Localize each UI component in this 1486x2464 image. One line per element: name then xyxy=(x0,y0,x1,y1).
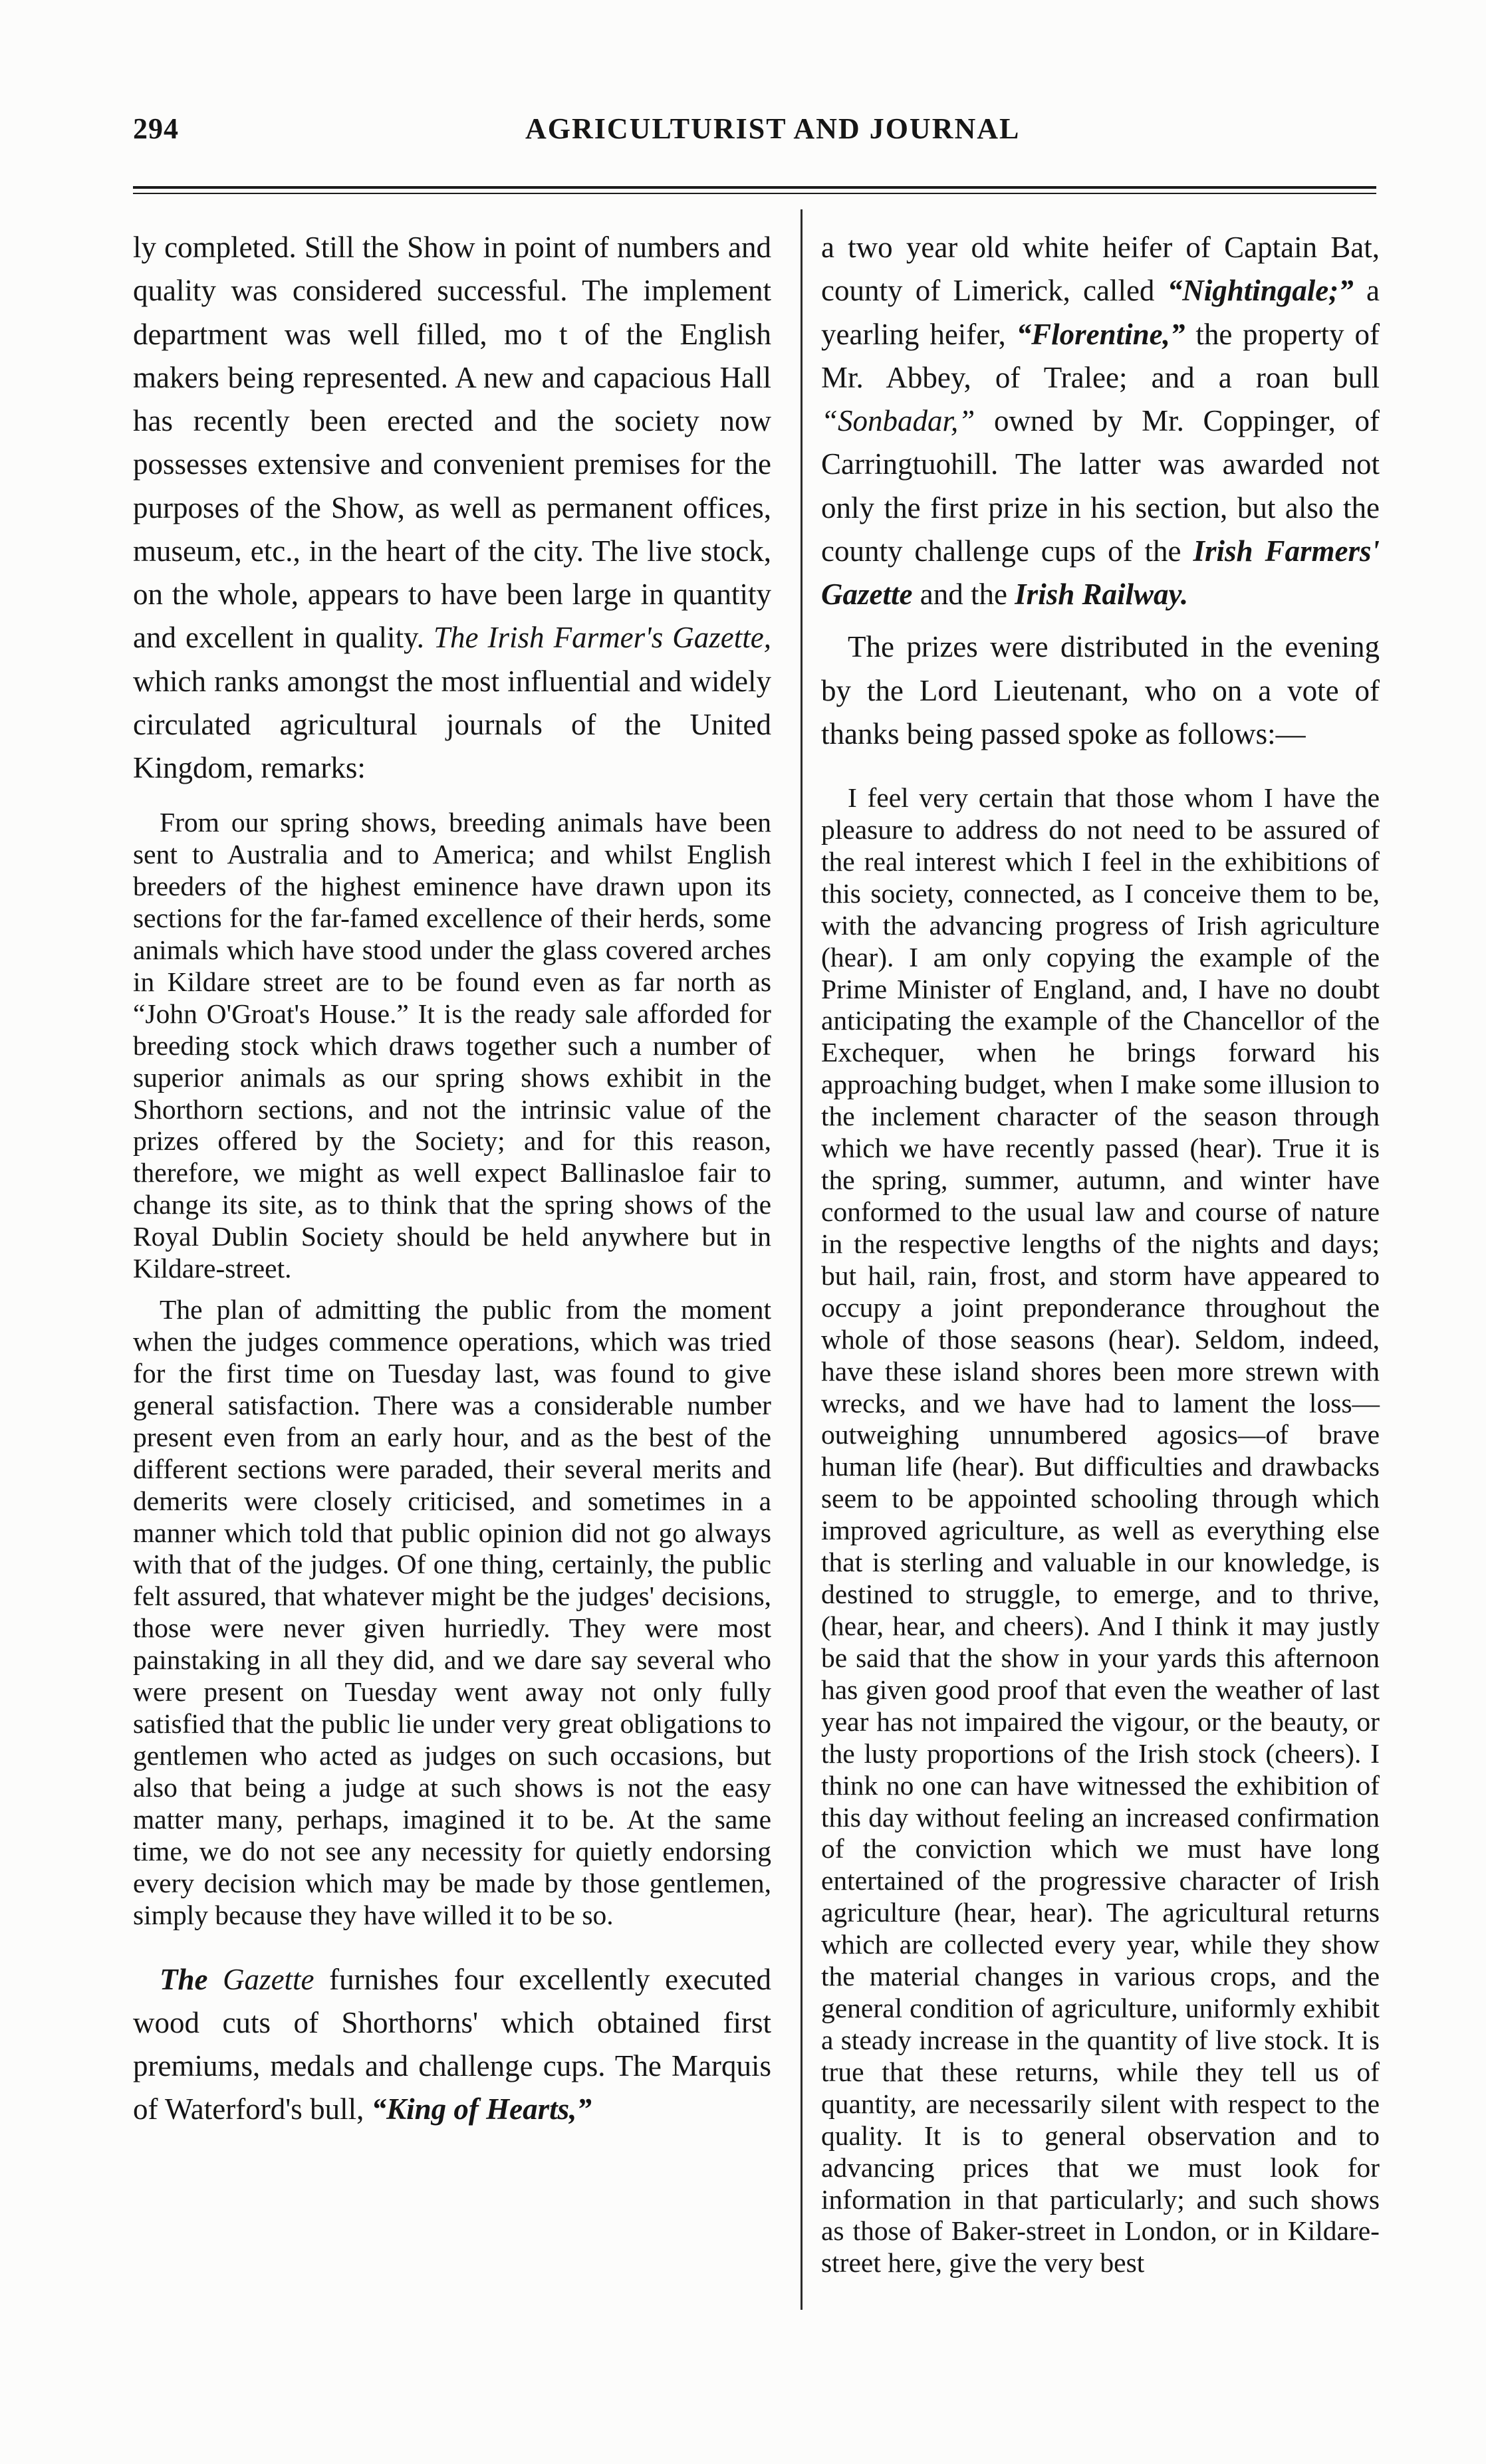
prize-text-4: owned by Mr. Coppinger, of Carringtuohill. The latter was awarded not only the first prize in his section, but also the county challenge cups of the xyxy=(821,404,1380,568)
prize-text-3: the property of Mr. Abbey, of Tralee; and a roan bull xyxy=(821,317,1380,394)
page-number: 294 xyxy=(133,112,179,145)
left-p1-text-end: which ranks amongst the most influential and widely circulated agricultural journals of the United Kingdom, remarks: xyxy=(133,664,771,784)
prize-text-1: a two year old white heifer of Captain Bat, county of Limerick, called xyxy=(821,231,1380,308)
header-rule-thin xyxy=(133,193,1376,194)
right-column xyxy=(821,226,1380,2279)
left-paragraph-1 xyxy=(133,226,771,790)
prize-text-5: and the xyxy=(920,578,1007,611)
quoted-paragraph-spring-shows: From our spring shows, breeding animals have been sent to Australia and to America; and whilst English breeders of the highest eminence have drawn upon its sections for the far-famed excellence of their herds, some animals which have stood under the glass covered arches in Kildare street are to be found even as far north as “John O'Groat's House.” It is the ready sale afforded for breeding stock which draws together such a number of superior animals as our spring shows exhibit in the Shorthorn sections, and not the intrinsic value of the prizes offered by the Society; and for this reason, therefore, we might as well expect Ballinasloe fair to change its site, as to think that the spring shows of the Royal Dublin Society should be held anywhere but in Kildare-street. xyxy=(133,807,771,1284)
right-paragraph-distribution: The prizes were distributed in the evening by the Lord Lieutenant, who on a vote of thanks being passed spoke as follows:— xyxy=(821,630,1380,750)
gazette-article: The xyxy=(160,1962,208,1996)
left-column xyxy=(133,226,771,2132)
gazette-text: furnishes four excellently executed wood cuts of Shorthorns' which obtained first premiums, medals and challenge cups. The Marquis of Waterford's bull, xyxy=(133,1962,772,2126)
right-paragraph-prizewinners xyxy=(821,226,1380,616)
prize-text-2: a yearling heifer, xyxy=(821,274,1380,351)
publication-title: The Irish Farmer's Gazette, xyxy=(433,621,772,655)
header-rule-thick xyxy=(133,186,1376,189)
quoted-paragraph-judges: The plan of admitting the public from the moment when the judges commence operations, which was tried for the first time on Tuesday last, was found to give general satisfaction. There was a considerable number present even from an early hour, and as the best of the different sections were paraded, their several merits and demerits were closely criticised, and sometimes in a manner which told that public opinion did not go always with that of the judges. Of one thing, certainly, the public felt assured, that whatever might be the judges' decisions, those were never given hurriedly. They were most painstaking in all they did, and we dare say several who were present on Tuesday went away not only fully satisfied that the public lie under very great obligations to gentlemen who acted as judges on such occasions, but also that being a judge at such shows is not the easy matter many, perhaps, imagined it to be. At the same time, we do not see any necessity for quietly endorsing every decision which may be made by those gentlemen, simply because they have willed it to be so. xyxy=(133,1294,771,1930)
cup-irish-farmers-gazette: Irish Farmers' Gazette xyxy=(821,534,1380,611)
animal-name-florentine: “Florentine,” xyxy=(1016,317,1185,351)
bull-name: “King of Hearts,” xyxy=(371,2092,592,2126)
column-divider xyxy=(801,209,803,2310)
animal-name-sonbadar: “Sonbadar,” xyxy=(821,404,975,437)
cup-irish-railway: Irish Railway. xyxy=(1015,578,1189,611)
gazette-name: Gazette xyxy=(223,1962,314,1996)
animal-name-nightingale: “Nightingale;” xyxy=(1167,274,1354,308)
running-title: AGRICULTURIST AND JOURNAL xyxy=(525,112,1021,145)
lord-lieutenant-speech: I feel very certain that those whom I have the pleasure to address do not need to be assured of the real interest which I feel in the exhibitions of this society, connected, as I conceive them to be, with the advancing progress of Irish agriculture (hear). I am only copying the example of the Prime Minister of England, and, I have no doubt anticipating the example of the Chancellor of the Exchequer, when he brings forward his approaching budget, when I make some illusion to the inclement character of the season through which we have recently passed (hear). True it is the spring, summer, autumn, and winter have conformed to the usual law and course of nature in the respective lengths of the nights and days; but hail, rain, frost, and storm have appeared to occupy a joint preponderance throughout the whole of those seasons (hear). Seldom, indeed, have these island shores been more strewn with wrecks, and we have had to lament the loss—outweighing unnumbered agosics—of brave human life (hear). But difficulties and drawbacks seem to be appointed schooling through which improved agriculture, as well as everything else that is sterling and valuable in our knowledge, is destined to struggle, to emerge, and to thrive, (hear, hear, and cheers). And I think it may justly be said that the show in your yards this afternoon has given good proof that even the weather of last year has not impaired the vigour, or the beauty, or the lusty proportions of the Irish stock (cheers). I think no one can have witnessed the exhibition of this day without feeling an increased confirmation of the conviction which we must have long entertained of the progressive character of Irish agriculture (hear, hear). The agricultural returns which are collected every year, while they show the material changes in various crops, and the general condition of agriculture, uniformly exhibit a steady increase in the quantity of live stock. It is true that these returns, while they tell us of quantity, are necessarily silent with respect to the quality. It is to general observation and to advancing prices that we must look for information in that particularly; and such shows as those of Baker-street in London, or in Kildare-street here, give the very best xyxy=(821,782,1380,2279)
left-p1-text: ly completed. Still the Show in point of numbers and quality was considered successful. The implement department was well filled, mo t of the English makers being represented. A new and capacious Hall has recently been erected and the society now possesses extensive and convenient premises for the purposes of the Show, as well as permanent offices, museum, etc., in the heart of the city. The live stock, on the whole, appears to have been large in quantity and excellent in quality. xyxy=(133,231,771,655)
left-paragraph-gazette xyxy=(133,1958,771,2132)
